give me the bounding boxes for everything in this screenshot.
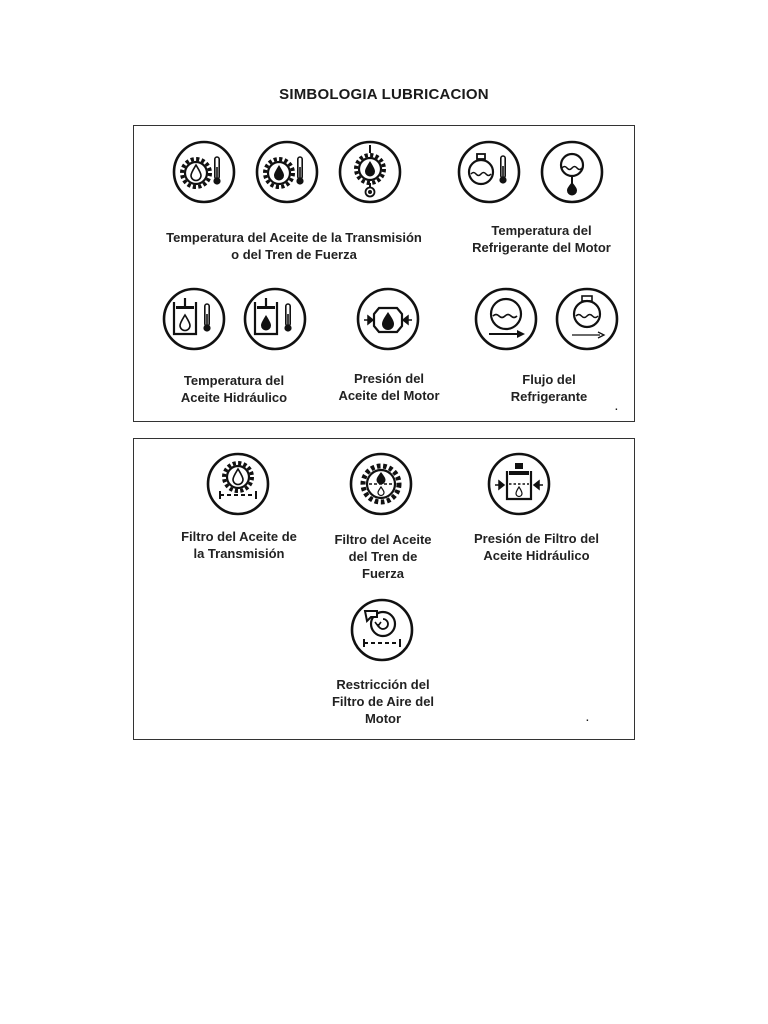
- caption-line: Flujo del: [522, 372, 576, 387]
- engine-oil-pressure-caption: [319, 370, 459, 404]
- caption-line: o del Tren de Fuerza: [231, 247, 357, 262]
- temperature-pressure-flow-panel: [133, 125, 635, 422]
- page-title: SIMBOLOGIA LUBRICACION: [279, 86, 489, 103]
- powertrain-oil-temp-icon: [337, 139, 403, 205]
- transmission-oil-temp-outline-icon: [171, 139, 237, 205]
- caption-line: Aceite Hidráulico: [483, 548, 590, 563]
- caption-line: Filtro del Aceite: [334, 532, 432, 547]
- caption-line: Presión del: [353, 371, 425, 386]
- coolant-temp-bulb-icon: [539, 139, 605, 205]
- caption-line: Motor: [364, 711, 402, 726]
- engine-oil-pressure-icon: [355, 286, 421, 352]
- engine-air-filter-restriction-icon: [349, 597, 415, 663]
- stray-mark: .: [615, 402, 618, 413]
- powertrain-oil-filter-icon: [348, 451, 414, 517]
- hydraulic-filter-pressure-caption: [449, 530, 624, 564]
- caption-line: Filtro de Aire del: [331, 694, 435, 709]
- caption-line: Temperatura del: [491, 223, 592, 238]
- caption-line: Temperatura del: [183, 373, 285, 388]
- coolant-flow-outline-icon: [554, 286, 620, 352]
- stray-mark: .: [586, 713, 589, 724]
- hydraulic-temp-caption: [144, 372, 324, 406]
- transmission-oil-temp-solid-icon: [254, 139, 320, 205]
- coolant-flow-solid-icon: [473, 286, 539, 352]
- caption-line: Temperatura del Aceite de la Transmisión: [166, 230, 422, 245]
- caption-line: Fuerza: [362, 566, 404, 581]
- caption-line: Filtro del Aceite de: [181, 529, 297, 544]
- hydraulic-oil-temp-solid-icon: [242, 286, 308, 352]
- caption-line: del Tren de: [348, 549, 418, 564]
- caption-line: Refrigerante del Motor: [472, 240, 611, 255]
- coolant-temp-thermometer-icon: [456, 139, 522, 205]
- caption-line: Refrigerante: [510, 389, 588, 404]
- caption-line: Restricción del: [336, 677, 430, 692]
- caption-line: Aceite Hidráulico: [180, 390, 288, 405]
- transmission-temp-caption: [144, 229, 444, 263]
- coolant-temp-caption: [454, 222, 629, 256]
- transmission-filter-caption: [164, 528, 314, 562]
- air-filter-restriction-caption: [308, 676, 458, 727]
- caption-line: Aceite del Motor: [338, 388, 440, 403]
- coolant-flow-caption: [479, 371, 619, 405]
- hydraulic-oil-temp-outline-icon: [161, 286, 227, 352]
- powertrain-filter-caption: [318, 531, 448, 582]
- caption-line: Presión de Filtro del: [474, 531, 599, 546]
- transmission-oil-filter-icon: [205, 451, 271, 517]
- caption-line: la Transmisión: [193, 546, 285, 561]
- filter-panel: [133, 438, 635, 740]
- hydraulic-oil-filter-pressure-icon: [486, 451, 552, 517]
